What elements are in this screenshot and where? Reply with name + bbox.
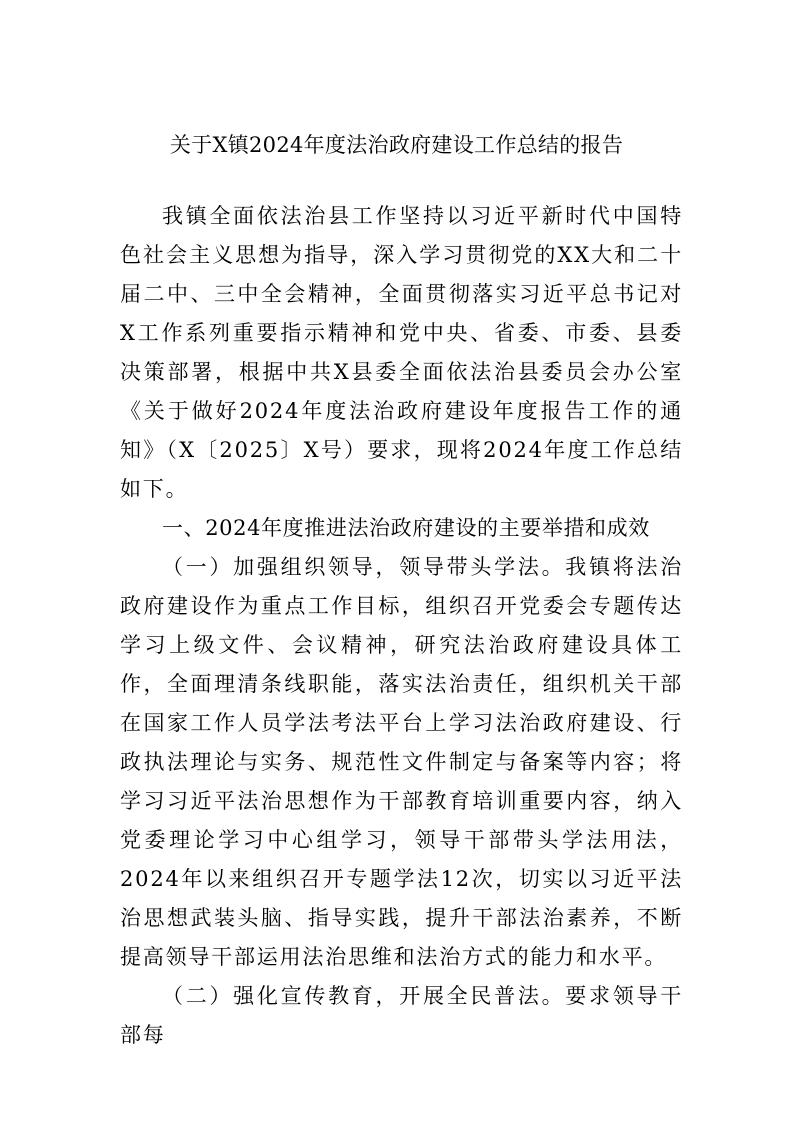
subsection-paragraph-2: （二）强化宣传教育，开展全民普法。要求领导干部每 [120, 984, 683, 1047]
section-heading: 一、2024年度推进法治政府建设的主要举措和成效 [162, 516, 650, 540]
document-body [120, 197, 683, 1055]
intro-paragraph: 我镇全面依法治县工作坚持以习近平新时代中国特色社会主义思想为指导，深入学习贯彻党的XX大和二十届二中、三中全会精神，全面贯彻落实习近平总书记对X工作系列重要指示精神和党中央、省委、市委、县委决策部署，根据中共X县委全面依法治县委员会办公室《关于做好2024年度法治政府建设年度报告工作的通知》（X〔2025〕X号）要求，现将2024年度工作总结如下。 [120, 204, 683, 501]
subsection-paragraph-1: （一）加强组织领导，领导带头学法。我镇将法治政府建设作为重点工作目标，组织召开党委会专题传达学习上级文件、会议精神，研究法治政府建设具体工作，全面理清条线职能，落实法治责任，组织机关干部在国家工作人员学法考法平台上学习法治政府建设、行政执法理论与实务、规范性文件制定与备案等内容；将学习习近平法治思想作为干部教育培训重要内容，纳入党委理论学习中心组学习，领导干部带头学法用法，2024年以来组织召开专题学法12次，切实以习近平法治思想武装头脑、指导实践，提升干部法治素养，不断提高领导干部运用法治思维和法治方式的能力和水平。 [120, 555, 683, 969]
document-title: 关于X镇2024年度法治政府建设工作总结的报告 [169, 133, 624, 157]
